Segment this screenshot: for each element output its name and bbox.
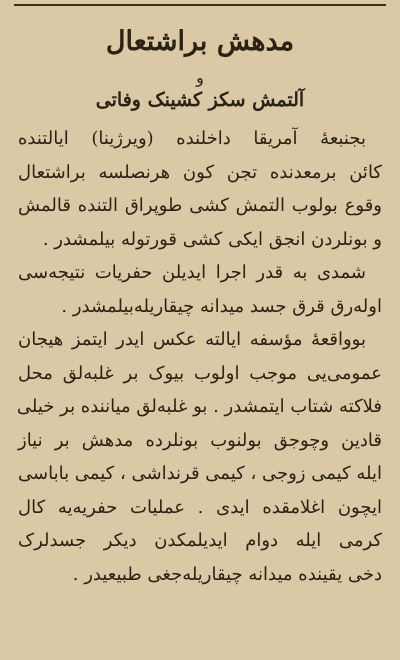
- paragraph-2: [12, 256, 388, 323]
- paragraph-line: ایچون اغلامقده ایدی . عملیات حفریه‌یه کال: [18, 496, 382, 518]
- paragraph-line: دخی یقینده میدانه چیقاریله‌جغی طبیعیدر .: [72, 563, 382, 585]
- paragraph-1: [12, 122, 388, 256]
- paragraph-line: بوواقعهٔ مؤسفه ایالته عکس ایدر ایتمز هیجان: [18, 329, 366, 350]
- paragraph-line: عمومی‌یی موجب اولوب بیوک بر غلبه‌لق محل: [18, 362, 382, 384]
- article-title: مدهش براشتعال: [105, 26, 295, 57]
- paragraph-line: قادین وچوجق بولنوب بونلرده مدهش بر نیاز: [18, 429, 382, 451]
- paragraph-line: بجنبعهٔ آمریقا داخلنده (ویرژینا) ایالتنده: [18, 128, 366, 149]
- paragraph-line: و بونلردن انجق ایکی کشی قورتوله بیلمشدر .: [42, 228, 382, 250]
- paragraph-line: کرمی ایله دوام ایدیلمکدن دیکر جسدلرک: [18, 530, 382, 551]
- paragraph-line: اوله‌رق قرق جسد میدانه چیقاریله‌بیلمشدر .: [61, 295, 382, 317]
- paragraph-line: فلاکته شتاب ایتمشدر . بو غلبه‌لق میاننده بر خیلی: [16, 396, 382, 417]
- title-connector: و: [196, 68, 204, 87]
- paragraph-line: وقوع بولوب التمش کشی طوپراق التنده قالمش: [18, 195, 382, 216]
- paragraph-3: [12, 323, 388, 591]
- article-subtitle: آلتمش سکز کشینک وفاتی: [95, 89, 305, 111]
- paragraph-line: شمدی به قدر اجرا ایدیلن حفریات نتیجه‌سی: [18, 262, 366, 283]
- paragraph-line: ایله کیمی زوجی ، کیمی قرنداشی ، کیمی باباسی: [18, 463, 382, 484]
- top-rule: [14, 4, 386, 6]
- paragraph-line: کائن برمعدنده تجن کون هرنصلسه براشتعال: [18, 161, 382, 183]
